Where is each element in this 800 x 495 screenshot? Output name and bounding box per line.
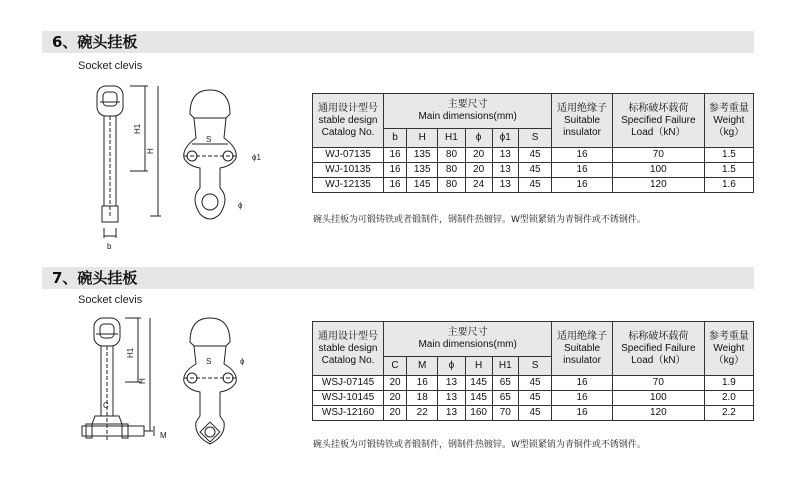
cell-dim: 45	[518, 391, 551, 406]
header-weight: 参考重量 Weight （kg）	[704, 94, 753, 148]
cell-dim: 16	[407, 376, 438, 391]
section-title: 7、碗头挂板	[52, 269, 138, 287]
cell-dim: 20	[465, 163, 492, 178]
dim-label-b: b	[107, 242, 112, 251]
cell-load: 120	[612, 406, 704, 421]
cell-dim: 24	[465, 178, 492, 193]
cell-catalog: WSJ-07145	[313, 376, 384, 391]
header-catalog: 通用设计型号 stable design Catalog No.	[313, 322, 384, 376]
dim-col-header: ϕ1	[492, 129, 518, 148]
dim-label-h: H	[138, 378, 147, 384]
cell-dim: 145	[465, 391, 492, 406]
cell-catalog: WJ-07135	[313, 148, 384, 163]
socket-head-front	[94, 318, 120, 346]
cell-weight: 2.0	[704, 391, 753, 406]
dim-col-header: H1	[492, 357, 518, 376]
header-main-dimensions: 主要尺寸 Main dimensions(mm)	[384, 94, 552, 129]
table-row	[313, 391, 754, 406]
section-title: 6、碗头挂板	[52, 33, 138, 51]
dim-col-header: ϕ	[465, 129, 492, 148]
dim-label-h1: H1	[126, 347, 135, 358]
cell-dim: 20	[384, 406, 407, 421]
cell-load: 70	[612, 148, 704, 163]
cell-load: 120	[612, 178, 704, 193]
cell-dim: 20	[465, 148, 492, 163]
cell-weight: 2.2	[704, 406, 753, 421]
cell-dim: 135	[407, 148, 438, 163]
dim-label-c: C	[103, 401, 109, 410]
cell-insulator: 16	[552, 178, 613, 193]
cell-insulator: 16	[552, 406, 613, 421]
cell-dim: 65	[492, 391, 518, 406]
table-row	[313, 376, 754, 391]
dim-col-header: H	[465, 357, 492, 376]
cell-weight: 1.9	[704, 376, 753, 391]
cell-dim: 13	[438, 376, 465, 391]
clevis-bolt-front	[82, 426, 144, 436]
cell-dim: 20	[384, 391, 407, 406]
header-failure-load: 标称破坏载荷 Specified Failure Load（kN）	[612, 322, 704, 376]
cell-dim: 45	[518, 163, 551, 178]
header-insulator: 适用绝缘子 Suitable insulator	[552, 94, 613, 148]
table-row	[313, 406, 754, 421]
cell-weight: 1.6	[704, 178, 753, 193]
cell-dim: 45	[518, 178, 551, 193]
cell-dim: 13	[438, 406, 465, 421]
cell-insulator: 16	[552, 163, 613, 178]
cell-dim: 13	[492, 178, 518, 193]
cell-dim: 145	[465, 376, 492, 391]
dim-col-header: b	[384, 129, 407, 148]
cell-dim: 20	[384, 376, 407, 391]
cell-load: 100	[612, 163, 704, 178]
cell-dim: 80	[438, 178, 465, 193]
section-header-6	[42, 31, 754, 53]
cell-dim: 80	[438, 148, 465, 163]
cell-dim: 13	[492, 163, 518, 178]
socket-body-side	[184, 90, 237, 219]
dim-label-m: M	[160, 431, 167, 440]
material-note: 碗头挂板为可锻铸铁或者锻制件，钢制件热镀锌。W型锁紧销为青铜件或不锈钢件。	[313, 440, 646, 450]
dim-label-h1: H1	[133, 123, 142, 134]
cell-weight: 1.5	[704, 163, 753, 178]
cell-dim: 16	[384, 163, 407, 178]
dim-label-phi: ϕ	[238, 201, 243, 210]
spec-table-6	[312, 93, 754, 193]
cell-dim: 18	[407, 391, 438, 406]
dim-label-phi: ϕ	[240, 357, 245, 366]
cell-weight: 1.5	[704, 148, 753, 163]
dim-label-h: H	[146, 148, 155, 154]
table-row	[313, 148, 754, 163]
material-note: 碗头挂板为可锻铸铁或者锻制件，钢制件热镀锌。W型锁紧销为青铜件或不锈钢件。	[313, 215, 646, 225]
cell-dim: 160	[465, 406, 492, 421]
cell-dim: 65	[492, 376, 518, 391]
cell-dim: 45	[518, 406, 551, 421]
dim-col-header: H1	[438, 129, 465, 148]
dim-col-header: H	[407, 129, 438, 148]
dim-col-header: M	[407, 357, 438, 376]
dim-col-header: S	[518, 357, 551, 376]
dim-col-header: S	[518, 129, 551, 148]
cell-catalog: WSJ-12160	[313, 406, 384, 421]
header-insulator: 适用绝缘子 Suitable insulator	[552, 322, 613, 376]
section-header-7	[42, 267, 754, 289]
cell-dim: 135	[407, 163, 438, 178]
cell-load: 100	[612, 391, 704, 406]
cell-insulator: 16	[552, 391, 613, 406]
header-catalog: 通用设计型号 stable design Catalog No.	[313, 94, 384, 148]
cell-catalog: WJ-10135	[313, 163, 384, 178]
cell-dim: 22	[407, 406, 438, 421]
cell-dim: 16	[384, 178, 407, 193]
table-row	[313, 178, 754, 193]
dim-col-header: C	[384, 357, 407, 376]
cell-dim: 16	[384, 148, 407, 163]
cell-catalog: WJ-12135	[313, 178, 384, 193]
cell-insulator: 16	[552, 376, 613, 391]
cell-dim: 80	[438, 163, 465, 178]
cell-insulator: 16	[552, 148, 613, 163]
socket-body-side	[184, 318, 237, 444]
cell-dim: 70	[492, 406, 518, 421]
header-failure-load: 标称破坏载荷 Specified Failure Load（kN）	[612, 94, 704, 148]
dim-label-phi1: ϕ1	[252, 153, 261, 162]
section-subtitle: Socket clevis	[78, 294, 143, 306]
section-subtitle: Socket clevis	[78, 60, 143, 72]
dim-label-s: S	[206, 357, 212, 366]
header-main-dimensions: 主要尺寸 Main dimensions(mm)	[384, 322, 552, 357]
socket-clevis-drawing-6	[70, 76, 270, 256]
cell-dim: 13	[438, 391, 465, 406]
dim-col-header: ϕ	[438, 357, 465, 376]
socket-head-front	[97, 86, 123, 116]
cell-dim: 45	[518, 376, 551, 391]
cell-load: 70	[612, 376, 704, 391]
cell-dim: 145	[407, 178, 438, 193]
cell-dim: 45	[518, 148, 551, 163]
dim-label-s: S	[206, 135, 212, 144]
cell-catalog: WSJ-10145	[313, 391, 384, 406]
spec-table-7	[312, 321, 754, 421]
cell-dim: 13	[492, 148, 518, 163]
header-weight: 参考重量 Weight （kg）	[704, 322, 753, 376]
table-row	[313, 163, 754, 178]
socket-clevis-drawing-7	[70, 312, 270, 468]
